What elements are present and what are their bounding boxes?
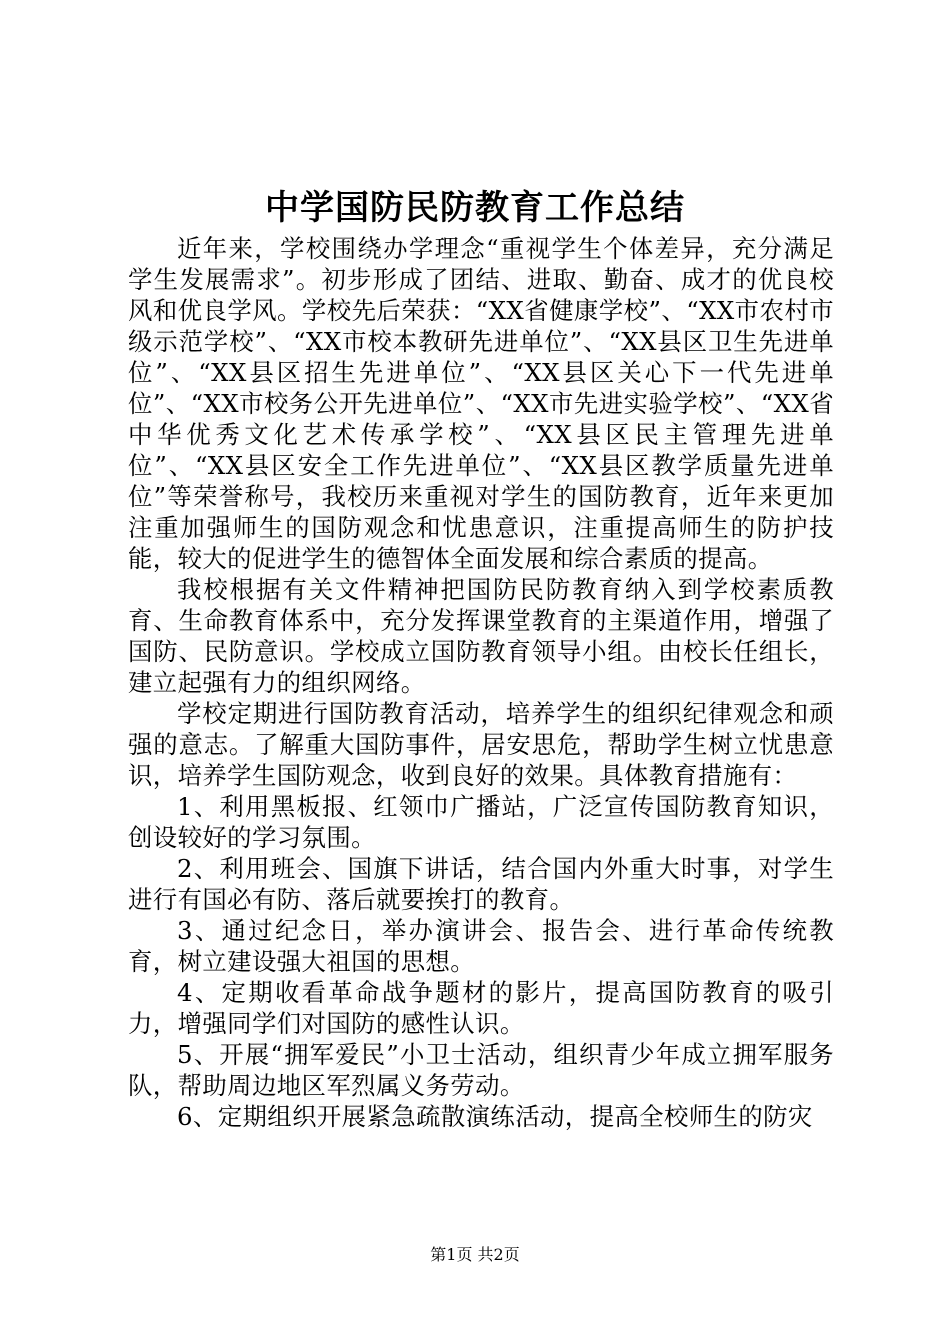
document-body bbox=[128, 233, 834, 1132]
paragraph-organization: 我校根据有关文件精神把国防民防教育纳入到学校素质教育、生命教育体系中，充分发挥课堂教育的主渠道作用，增强了国防、民防意识。学校成立国防教育领导小组。由校长任组长，建立起强有力的组织网络。 bbox=[128, 575, 834, 697]
measure-item-5: 5、开展“拥军爱民”小卫士活动，组织青少年成立拥军服务队，帮助周边地区军烈属义务劳动。 bbox=[128, 1040, 834, 1100]
measure-item-2: 2、利用班会、国旗下讲话，结合国内外重大时事，对学生进行有国必有防、落后就要挨打的教育。 bbox=[128, 854, 834, 914]
measure-item-4: 4、定期收看革命战争题材的影片，提高国防教育的吸引力，增强同学们对国防的感性认识。 bbox=[128, 978, 834, 1038]
page-number-footer: 第1页 共2页 bbox=[430, 1245, 520, 1264]
paragraph-activities: 学校定期进行国防教育活动，培养学生的组织纪律观念和顽强的意志。了解重大国防事件，居安思危，帮助学生树立忧患意识，培养学生国防观念，收到良好的效果。具体教育措施有： bbox=[128, 699, 834, 790]
paragraph-intro: 近年来，学校围绕办学理念“重视学生个体差异，充分满足学生发展需求”。初步形成了团结、进取、勤奋、成才的优良校风和优良学风。学校先后荣获：“XX省健康学校”、“XX市农村市级示范学校”、“XX市校本教研先进单位”、“XX县区卫生先进单位”、“XX县区招生先进单位”、“XX县区关心下一代先进单位”、“XX市校务公开先进单位”、“XX市先进实验学校”、“XX省中华优秀文化艺术传承学校”、“XX县区民主管理先进单位”、“XX县区安全工作先进单位”、“XX县区教学质量先进单位”等荣誉称号，我校历来重视对学生的国防教育，近年来更加注重加强师生的国防观念和忧患意识，注重提高师生的防护技能，较大的促进学生的德智体全面发展和综合素质的提高。 bbox=[128, 234, 834, 573]
measure-item-6: 6、定期组织开展紧急疏散演练活动，提高全校师生的防灾 bbox=[177, 1102, 813, 1131]
document-title: 中学国防民防教育工作总结 bbox=[265, 188, 685, 228]
measure-item-1: 1、利用黑板报、红领巾广播站，广泛宣传国防教育知识，创设较好的学习氛围。 bbox=[128, 792, 834, 852]
measure-item-3: 3、通过纪念日，举办演讲会、报告会、进行革命传统教育，树立建设强大祖国的思想。 bbox=[128, 916, 834, 976]
